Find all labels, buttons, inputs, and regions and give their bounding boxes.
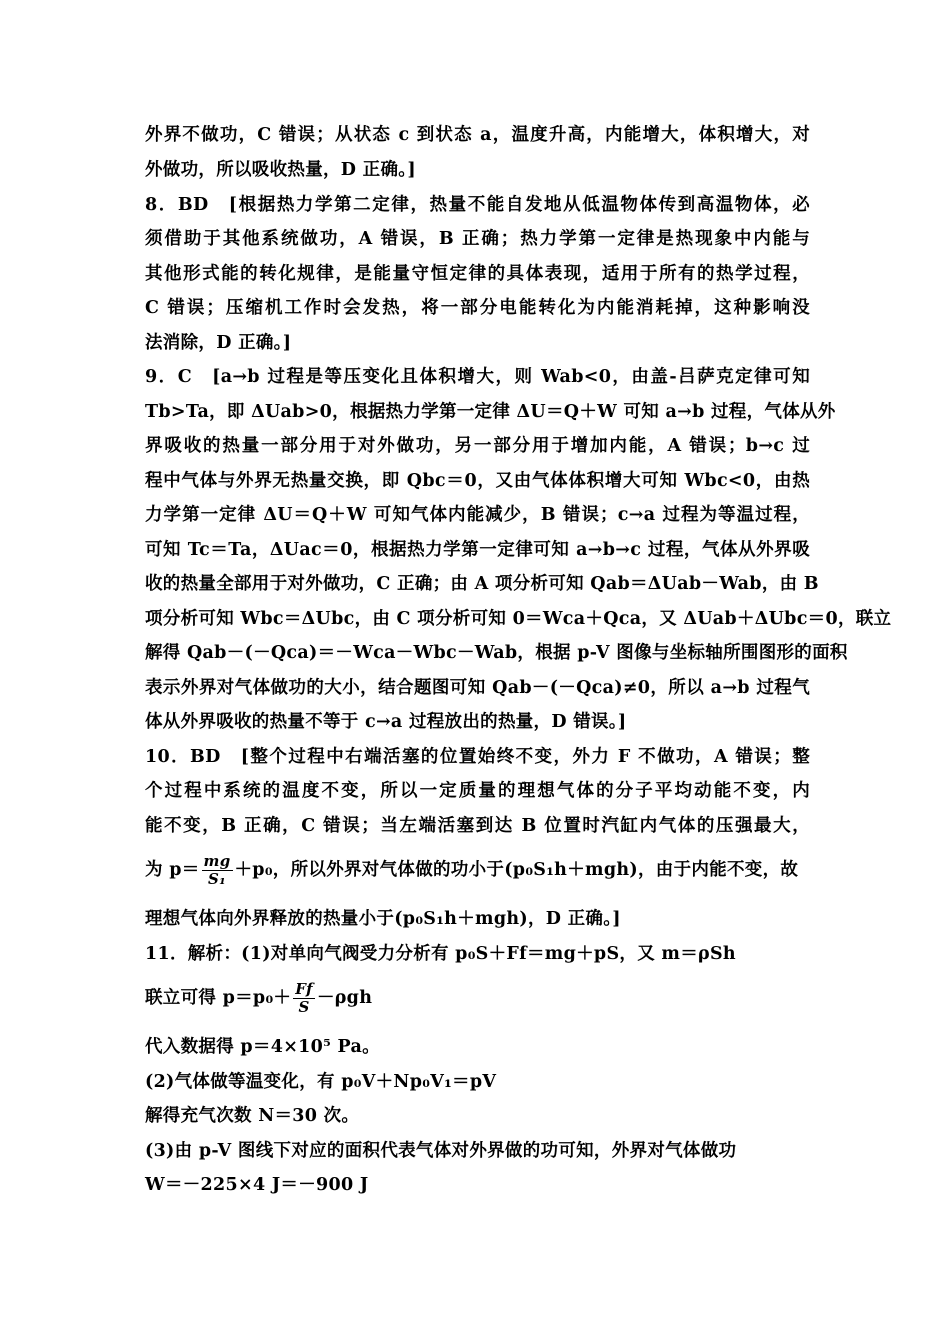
text-line: 理想气体向外界释放的热量小于(p₀S₁h＋mgh)，D 正确。] bbox=[145, 909, 621, 929]
text-line: (2)气体做等温变化，有 p₀V＋Np₀V₁＝pV bbox=[145, 1072, 497, 1092]
text-line: 力学第一定律 ΔU＝Q＋W 可知气体内能减少，B 错误；c→a 过程为等温过程， bbox=[145, 505, 810, 525]
formula-text: 联立可得 p＝p₀＋ bbox=[145, 988, 292, 1008]
fraction-denominator: S₁ bbox=[208, 870, 227, 888]
text-line: 可知 Tc＝Ta，ΔUac＝0，根据热力学第一定律可知 a→b→c 过程，气体从外界吸 bbox=[145, 540, 810, 560]
text-line: 11．解析：(1)对单向气阀受力分析有 p₀S＋Ff＝mg＋pS，又 m＝ρSh bbox=[145, 944, 736, 964]
text-line: (3)由 p-V 图线下对应的面积代表气体对外界做的功可知，外界对气体做功 bbox=[145, 1141, 737, 1161]
text-line: 能不变，B 正确，C 错误；当左端活塞到达 B 位置时汽缸内气体的压强最大， bbox=[145, 816, 810, 836]
fraction-denominator: S bbox=[298, 998, 310, 1016]
text-line: 10．BD [整个过程中右端活塞的位置始终不变，外力 F 不做功，A 错误；整 bbox=[145, 747, 810, 767]
text-line: 收的热量全部用于对外做功，C 正确；由 A 项分析可知 Qab＝ΔUab－Wab，由 B bbox=[145, 574, 819, 594]
text-line: 外做功，所以吸收热量，D 正确。] bbox=[145, 160, 416, 180]
text-line: 代入数据得 p＝4×10⁵ Pa。 bbox=[145, 1037, 380, 1057]
text-line: 8．BD [根据热力学第二定律，热量不能自发地从低温物体传到高温物体，必 bbox=[145, 195, 810, 215]
text-line: 解得 Qab－(－Qca)＝－Wca－Wbc－Wab，根据 p-V 图像与坐标轴所围图形的面积 bbox=[145, 643, 848, 663]
text-line: 其他形式能的转化规律，是能量守恒定律的具体表现，适用于所有的热学过程， bbox=[145, 264, 810, 284]
text-line: 外界不做功，C 错误；从状态 c 到状态 a，温度升高，内能增大，体积增大，对 bbox=[145, 125, 810, 145]
formula-line-pressure bbox=[145, 840, 810, 900]
fraction-mg-over-s1 bbox=[202, 853, 233, 889]
fraction-ff-over-s bbox=[293, 981, 315, 1017]
text-line: 个过程中系统的温度不变，所以一定质量的理想气体的分子平均动能不变，内 bbox=[145, 781, 810, 801]
fraction-numerator: mg bbox=[203, 851, 231, 870]
text-line: 程中气体与外界无热量交换，即 Qbc＝0，又由气体体积增大可知 Wbc<0，由热 bbox=[145, 471, 810, 491]
text-line: 9．C [a→b 过程是等压变化且体积增大，则 Wab<0，由盖-吕萨克定律可知 bbox=[145, 367, 810, 387]
formula-text: 为 p＝ bbox=[145, 860, 200, 880]
text-line: C 错误；压缩机工作时会发热，将一部分电能转化为内能消耗掉，这种影响没 bbox=[145, 298, 810, 318]
text-line: 法消除，D 正确。] bbox=[145, 333, 292, 353]
formula-line-combined bbox=[145, 968, 810, 1028]
formula-text: ＋p₀，所以外界对气体做的功小于(p₀S₁h＋mgh)，由于内能不变，故 bbox=[234, 860, 799, 880]
text-line: 解得充气次数 N＝30 次。 bbox=[145, 1106, 360, 1126]
text-line: 须借助于其他系统做功，A 错误，B 正确；热力学第一定律是热现象中内能与 bbox=[145, 229, 810, 249]
text-line: 项分析可知 Wbc＝ΔUbc，由 C 项分析可知 0＝Wca＋Qca，又 ΔUab＋ΔUbc＝0，联立 bbox=[145, 609, 892, 629]
text-line: 界吸收的热量一部分用于对外做功，另一部分用于增加内能，A 错误；b→c 过 bbox=[145, 436, 810, 456]
text-line: W＝－225×4 J＝－900 J bbox=[145, 1175, 369, 1195]
text-line: Tb>Ta，即 ΔUab>0，根据热力学第一定律 ΔU＝Q＋W 可知 a→b 过程，气体从外 bbox=[145, 402, 836, 422]
formula-text: －ρgh bbox=[316, 988, 373, 1008]
text-line: 表示外界对气体做功的大小，结合题图可知 Qab－(－Qca)≠0，所以 a→b 过程气 bbox=[145, 678, 810, 698]
fraction-numerator: Ff bbox=[295, 979, 313, 998]
text-line: 体从外界吸收的热量不等于 c→a 过程放出的热量，D 错误。] bbox=[145, 712, 627, 732]
